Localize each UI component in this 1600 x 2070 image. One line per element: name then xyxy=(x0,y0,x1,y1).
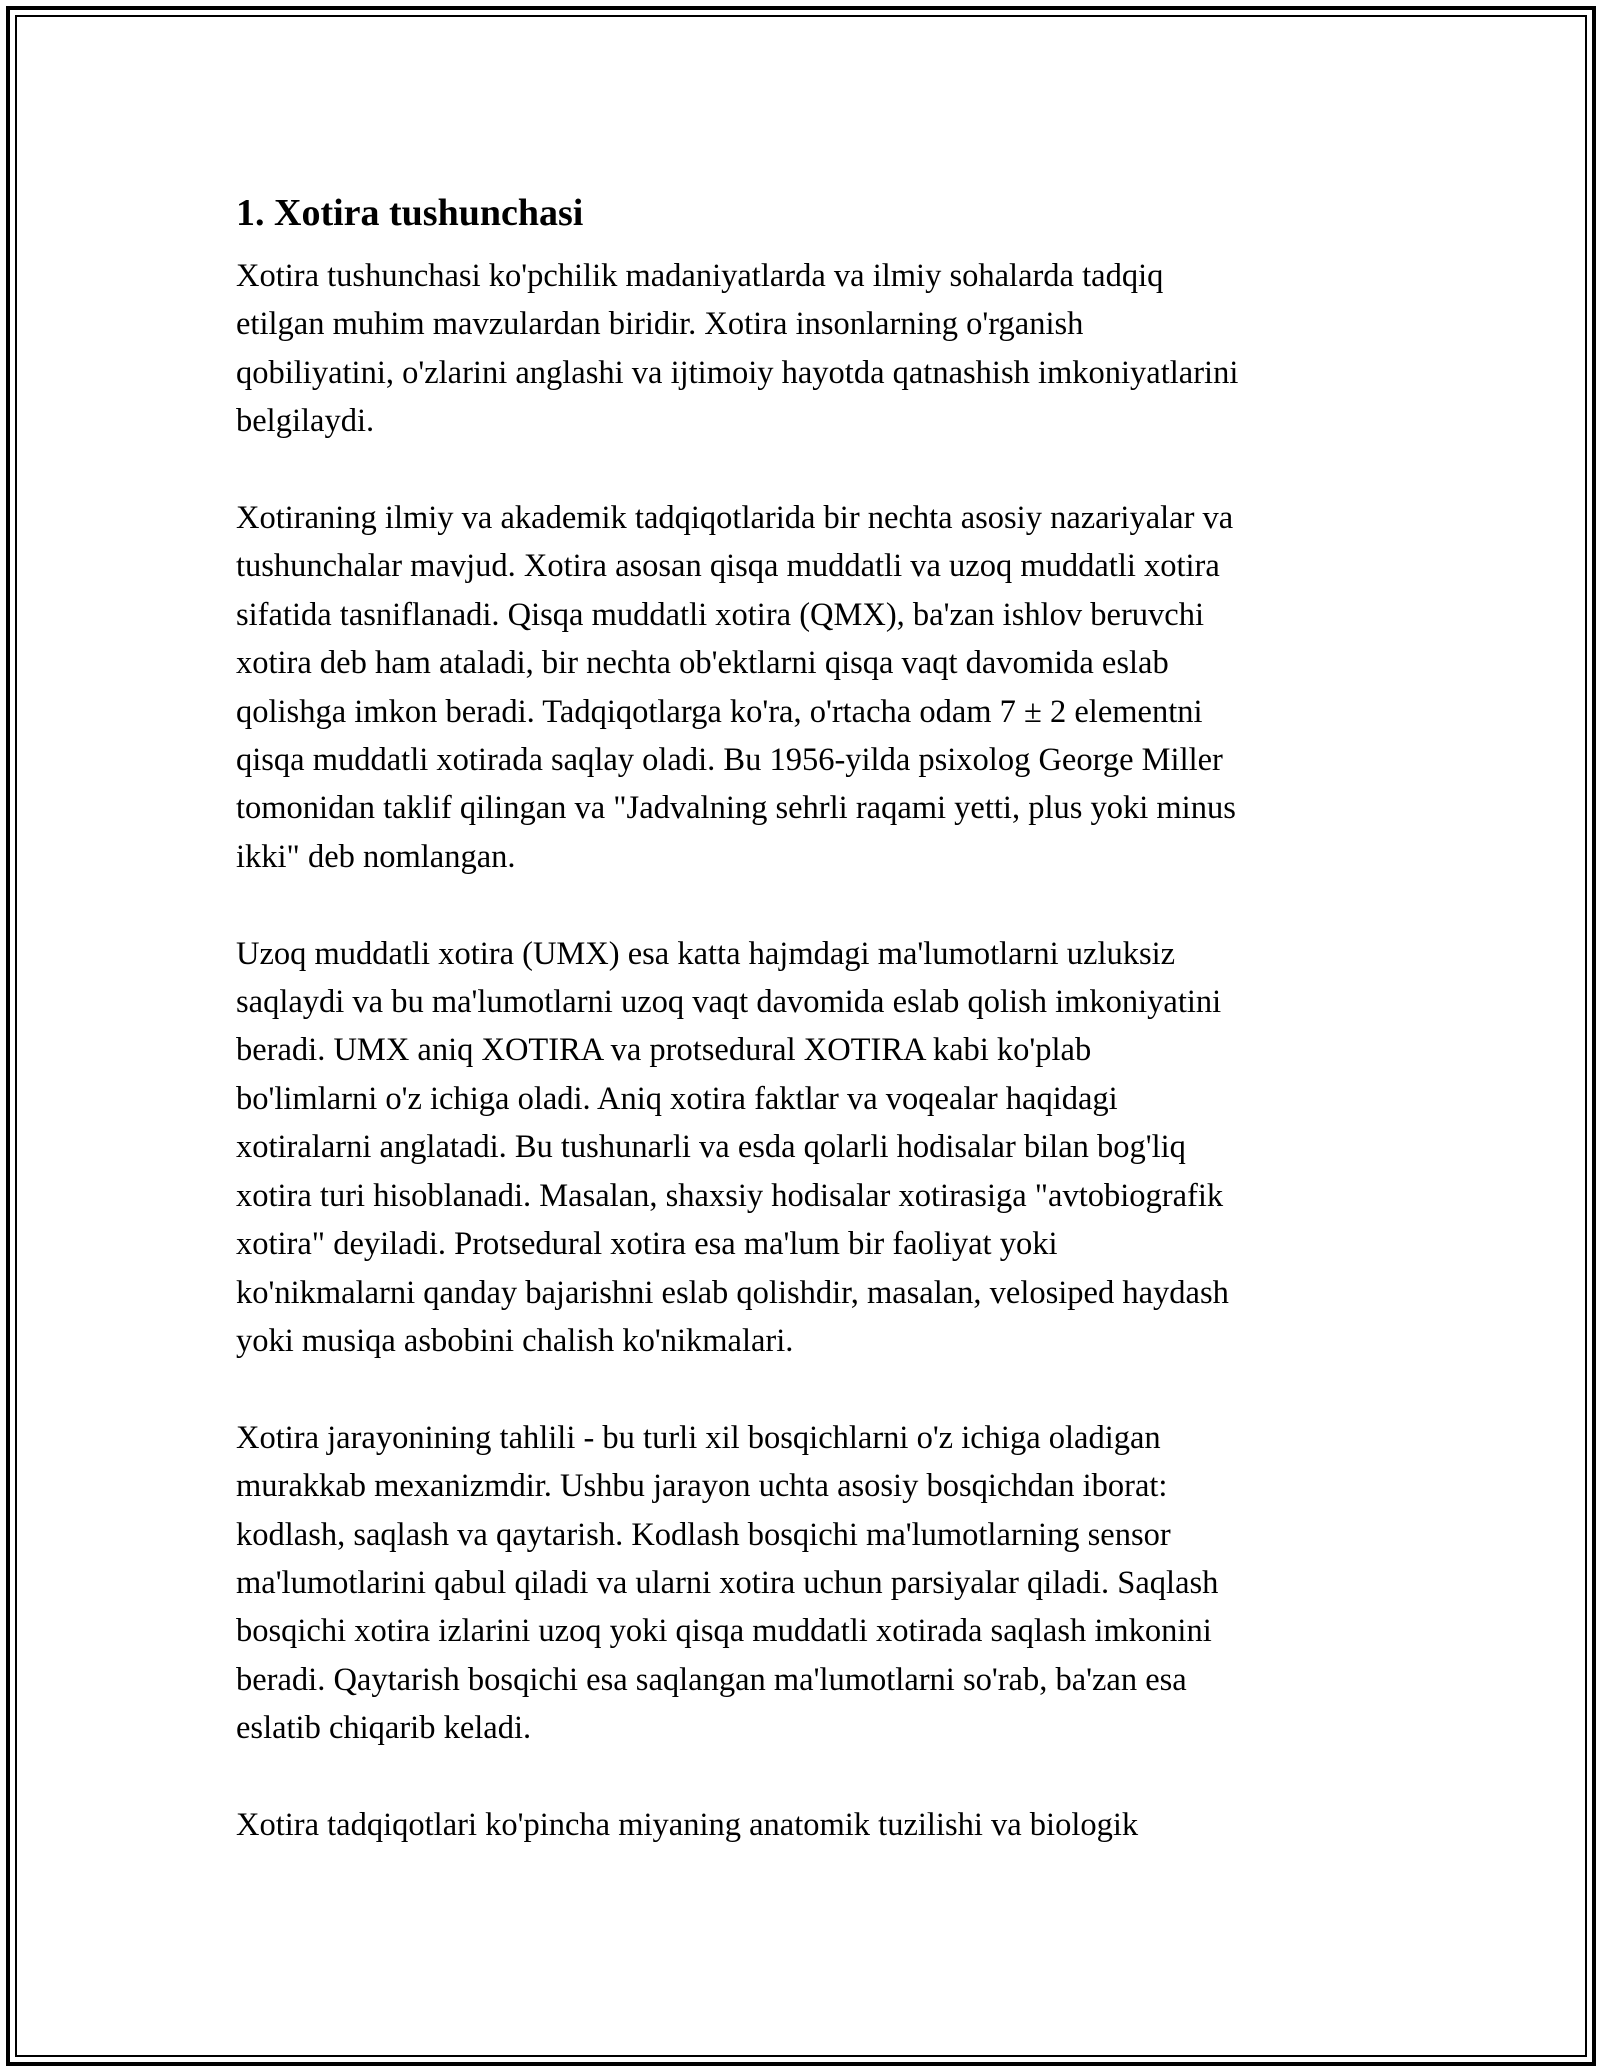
paragraph-long-term-memory: Uzoq muddatli xotira (UMX) esa katta hajmdagi ma'lumotlarni uzluksiz saqlaydi va bu ma'lumotlarni uzoq vaqt davomida eslab qolish imkoniyatini beradi. UMX aniq XOTIRA va protsedural XOTIRA kabi ko'plab bo'limlarni o'z ichiga oladi. Aniq xotira faktlar va voqealar haqidagi xotiralarni anglatadi. Bu tushunarli va esda qolarli hodisalar bilan bog'liq xotira turi hisoblanadi. Masalan, shaxsiy hodisalar xotirasiga "avtobiografik xotira" deyiladi. Protsedural xotira esa ma'lum bir faoliyat yoki ko'nikmalarni qanday bajarishni eslab qolishdir, masalan, velosiped haydash yoki musiqa asbobini chalish ko'nikmalari. xyxy=(236,935,1229,1359)
document-body xyxy=(236,186,1366,1898)
section-heading: 1. Xotira tushunchasi xyxy=(236,192,584,234)
paragraph-short-term-memory: Xotiraning ilmiy va akademik tadqiqotlarida bir nechta asosiy nazariyalar va tushunchalar mavjud. Xotira asosan qisqa muddatli va uzoq muddatli xotira sifatida tasniflanadi. Qisqa muddatli xotira (QMX), ba'zan ishlov beruvchi xotira deb ham ataladi, bir nechta ob'ektlarni qisqa vaqt davomida eslab qolishga imkon beradi. Tadqiqotlarga ko'ra, o'rtacha odam 7 ± 2 elementni qisqa muddatli xotirada saqlay oladi. Bu 1956-yilda psixolog George Miller tomonidan taklif qilingan va "Jadvalning sehrli raqami yetti, plus yoki minus ikki" deb nomlangan. xyxy=(236,500,1236,875)
paragraph-memory-research: Xotira tadqiqotlari ko'pincha miyaning anatomik tuzilishi va biologik xyxy=(236,1806,1139,1843)
paragraph-intro: Xotira tushunchasi ko'pchilik madaniyatlarda va ilmiy sohalarda tadqiq etilgan muhim mavzulardan biridir. Xotira insonlarning o'rganish qobiliyatini, o'zlarini anglashi va ijtimoiy hayotda qatnashish imkoniyatlarini belgilaydi. xyxy=(236,258,1239,440)
paragraph-memory-process: Xotira jarayonining tahlili - bu turli xil bosqichlarni o'z ichiga oladigan murakkab mexanizmdir. Ushbu jarayon uchta asosiy bosqichdan iborat: kodlash, saqlash va qaytarish. Kodlash bosqichi ma'lumotlarning sensor ma'lumotlarini qabul qiladi va ularni xotira uchun parsiyalar qiladi. Saqlash bosqichi xotira izlarini uzoq yoki qisqa muddatli xotirada saqlash imkonini beradi. Qaytarish bosqichi esa saqlangan ma'lumotlarni so'rab, ba'zan esa eslatib chiqarib keladi. xyxy=(236,1419,1219,1747)
